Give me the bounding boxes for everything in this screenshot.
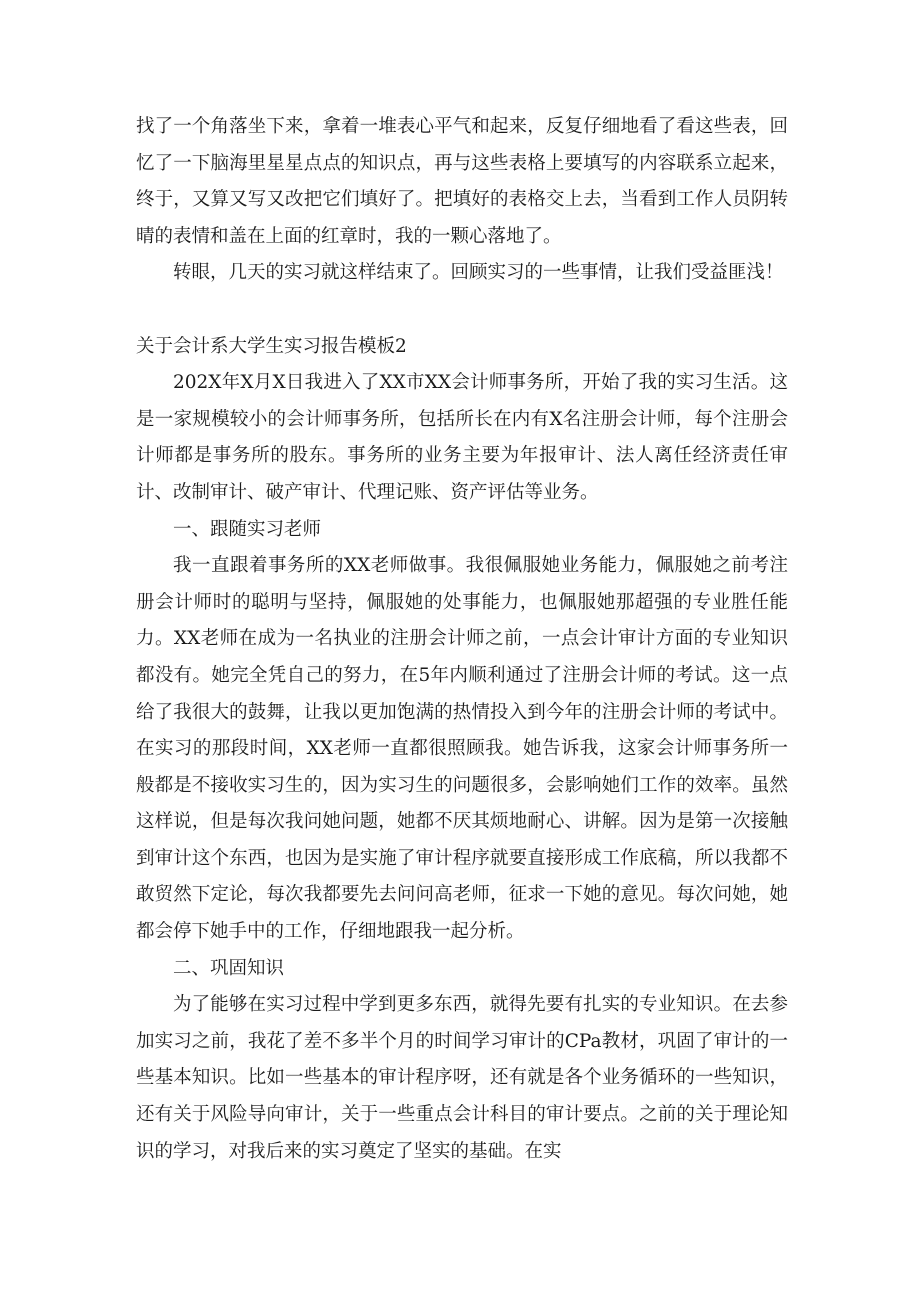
paragraph-continued: 找了一个角落坐下来，拿着一堆表心平气和起来，反复仔细地看了看这些表，回忆了一下脑海里星星点点的知识点，再与这些表格上要填写的内容联系立起来，终于，又算又写又改把它们填好了。把填好的表格交上去，当看到工作人员阴转晴的表情和盖在上面的红章时，我的一颗心落地了。 [136, 116, 788, 247]
paragraph-conclusion: 转眼，几天的实习就这样结束了。回顾实习的一些事情，让我们受益匪浅！ [173, 262, 784, 284]
paragraph-section-1: 我一直跟着事务所的XX老师做事。我很佩服她业务能力，佩服她之前考注册会计师时的聪明与坚持，佩服她的处事能力，也佩服她那超强的专业胜任能力。XX老师在成为一名执业的注册会计师之前，一点会计审计方面的专业知识都没有。她完全凭自己的努力，在5年内顺利通过了注册会计师的考试。这一点给了我很大的鼓舞，让我以更加饱满的热情投入到今年的注册会计师的考试中。在实习的那段时间，XX老师一直都很照顾我。她告诉我，这家会计师事务所一般都是不接收实习生的，因为实习生的问题很多，会影响她们工作的效率。虽然这样说，但是每次我问她问题，她都不厌其烦地耐心、讲解。因为是第一次接触到审计这个东西，也因为是实施了审计程序就要直接形成工作底稿，所以我都不敢贸然下定论，每次我都要先去问问高老师，征求一下她的意见。每次问她，她都会停下她手中的工作，仔细地跟我一起分析。 [136, 555, 788, 943]
section-title: 关于会计系大学生实习报告模板2 [136, 335, 407, 357]
section-heading-1: 一、跟随实习老师 [173, 518, 322, 540]
section-heading-2: 二、巩固知识 [173, 957, 285, 979]
paragraph-section-2: 为了能够在实习过程中学到更多东西，就得先要有扎实的专业知识。在去参加实习之前，我花了差不多半个月的时间学习审计的CPa教材，巩固了审计的一些基本知识。比如一些基本的审计程序呀，还有就是各个业务循环的一些知识，还有关于风险导向审计，关于一些重点会计科目的审计要点。之前的关于理论知识的学习，对我后来的实习奠定了坚实的基础。在实 [136, 994, 788, 1162]
blank-line [136, 292, 788, 329]
paragraph-intro: 202X年X月X日我进入了XX市XX会计师事务所，开始了我的实习生活。这是一家规模较小的会计师事务所，包括所长在内有X名注册会计师，每个注册会计师都是事务所的股东。事务所的业务主要为年报审计、法人离任经济责任审计、改制审计、破产审计、代理记账、资产评估等业务。 [136, 372, 788, 503]
document-body [136, 109, 788, 1170]
